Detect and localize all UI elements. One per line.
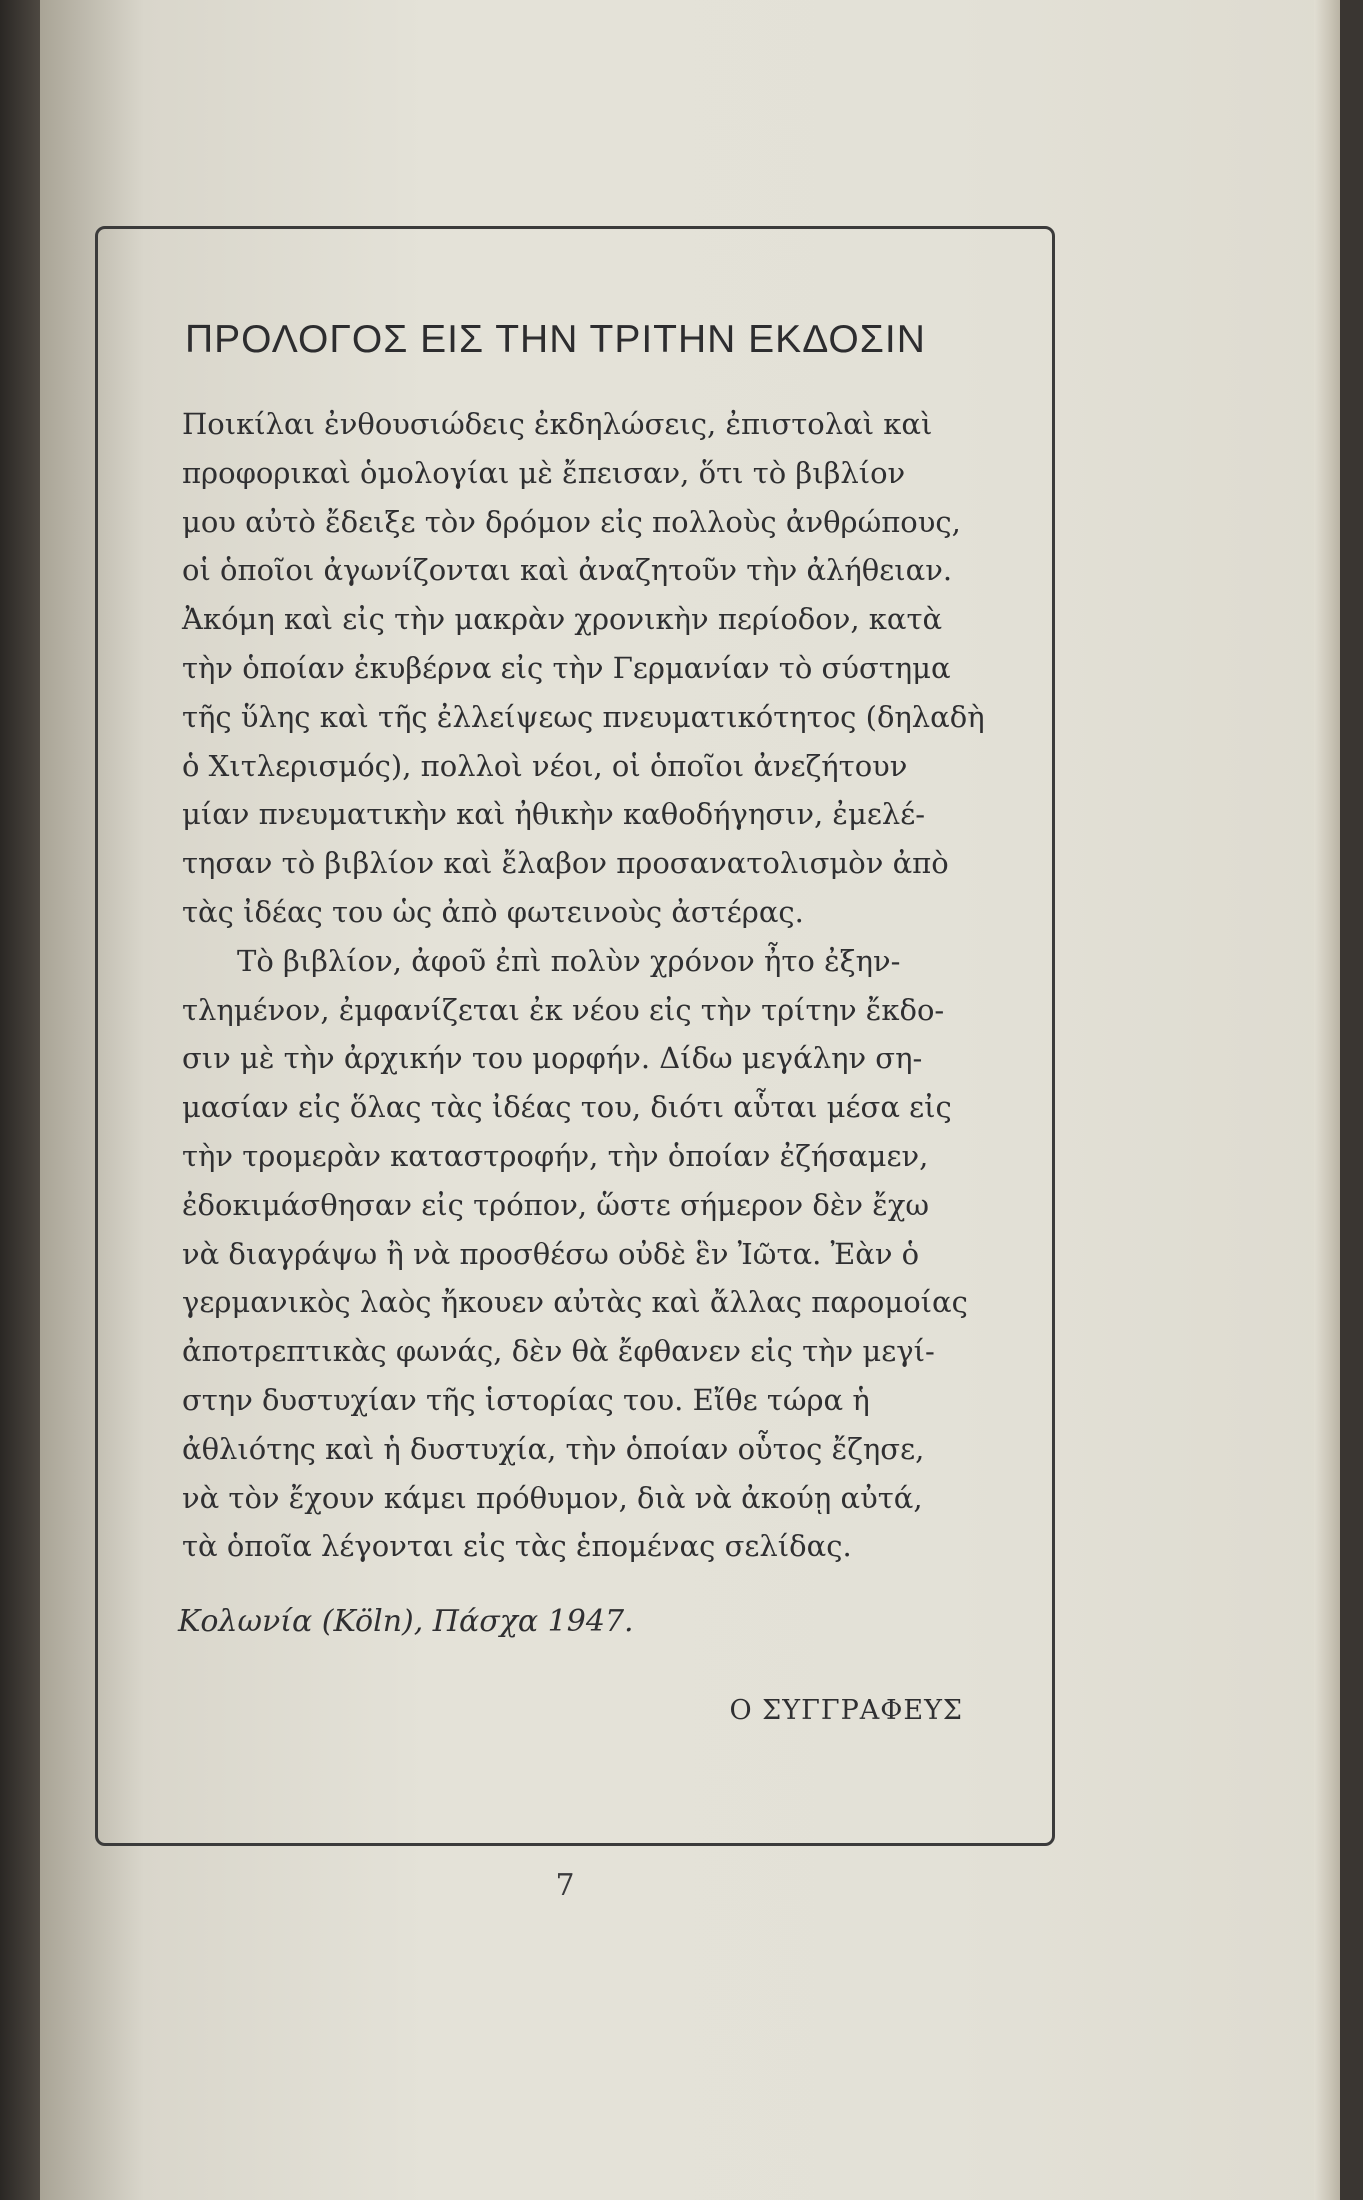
text-line: τῆς ὕλης καὶ τῆς ἐλλείψεως πνευματικότητος (δηλαδὴ: [182, 699, 985, 734]
text-line: τησαν τὸ βιβλίον καὶ ἔλαβον προσανατολισμὸν ἀπὸ: [182, 846, 949, 881]
text-line: νὰ διαγράψω ἢ νὰ προσθέσω οὐδὲ ἓν Ἰῶτα. Ἐὰν ὁ: [182, 1236, 920, 1271]
text-line: τλημένον, ἐμφανίζεται ἐκ νέου εἰς τὴν τρίτην ἔκδο-: [182, 992, 945, 1027]
page-title: ΠΡΟΛΟΓΟΣ ΕΙΣ ΤΗΝ ΤΡΙΤΗΝ ΕΚΔΟΣΙΝ: [185, 318, 926, 361]
text-line: Ποικίλαι ἐνθουσιώδεις ἐκδηλώσεις, ἐπιστολαὶ καὶ: [182, 407, 933, 441]
text-line: ἀποτρεπτικὰς φωνάς, δὲν θὰ ἔφθανεν εἰς τὴν μεγί-: [182, 1334, 935, 1369]
dateline: Κολωνία (Köln), Πάσχα 1947.: [178, 1604, 634, 1639]
text-line: ὁ Χιτλερισμός), πολλοὶ νέοι, οἱ ὁποῖοι ἀνεζήτουν: [182, 748, 908, 783]
text-line: νὰ τὸν ἔχουν κάμει πρόθυμον, διὰ νὰ ἀκούῃ αὐτά,: [182, 1480, 923, 1515]
page-edge: [1314, 0, 1340, 2200]
text-line: προφορικαὶ ὁμολογίαι μὲ ἔπεισαν, ὅτι τὸ βιβλίον: [182, 455, 906, 490]
text-line: μου αὐτὸ ἔδειξε τὸν δρόμον εἰς πολλοὺς ἀνθρώπους,: [182, 504, 961, 539]
text-line: Ἀκόμη καὶ εἰς τὴν μακρὰν χρονικὴν περίοδον, κατὰ: [182, 602, 943, 637]
text-line: σιν μὲ τὴν ἀρχικήν του μορφήν. Δίδω μεγάλην ση-: [182, 1041, 923, 1076]
text-line: τὴν τρομερὰν καταστροφήν, τὴν ὁποίαν ἐζήσαμεν,: [182, 1138, 929, 1173]
text-line: μασίαν εἰς ὅλας τὰς ἰδέας του, διότι αὗται μέσα εἰς: [182, 1090, 952, 1125]
text-line: τὴν ὁποίαν ἐκυβέρνα εἰς τὴν Γερμανίαν τὸ σύστημα: [182, 650, 951, 685]
text-line: οἱ ὁποῖοι ἀγωνίζονται καὶ ἀναζητοῦν τὴν ἀλήθειαν.: [182, 553, 953, 588]
text-line: γερμανικὸς λαὸς ἤκουεν αὐτὰς καὶ ἄλλας παρομοίας: [182, 1285, 968, 1320]
text-line: στην δυστυχίαν τῆς ἱστορίας του. Εἴθε τώρα ἡ: [182, 1382, 870, 1417]
preface-body: [182, 400, 985, 1571]
text-line: τὰς ἰδέας του ὡς ἀπὸ φωτεινοὺς ἀστέρας.: [182, 894, 804, 929]
author-signature: Ο ΣΥΓΓΡΑΦΕΥΣ: [729, 1695, 963, 1726]
page-number: 7: [555, 1868, 575, 1903]
text-line: τὰ ὁποῖα λέγονται εἰς τὰς ἑπομένας σελίδας.: [182, 1529, 852, 1564]
text-line: μίαν πνευματικὴν καὶ ἠθικὴν καθοδήγησιν, ἐμελέ-: [182, 797, 926, 832]
text-line-indented: Τὸ βιβλίον, ἀφοῦ ἐπὶ πολὺν χρόνον ἦτο ἐξην-: [237, 943, 901, 978]
text-line: ἀθλιότης καὶ ἡ δυστυχία, τὴν ὁποίαν οὗτος ἔζησε,: [182, 1431, 925, 1466]
text-line: ἐδοκιμάσθησαν εἰς τρόπον, ὥστε σήμερον δὲν ἔχω: [182, 1187, 930, 1222]
